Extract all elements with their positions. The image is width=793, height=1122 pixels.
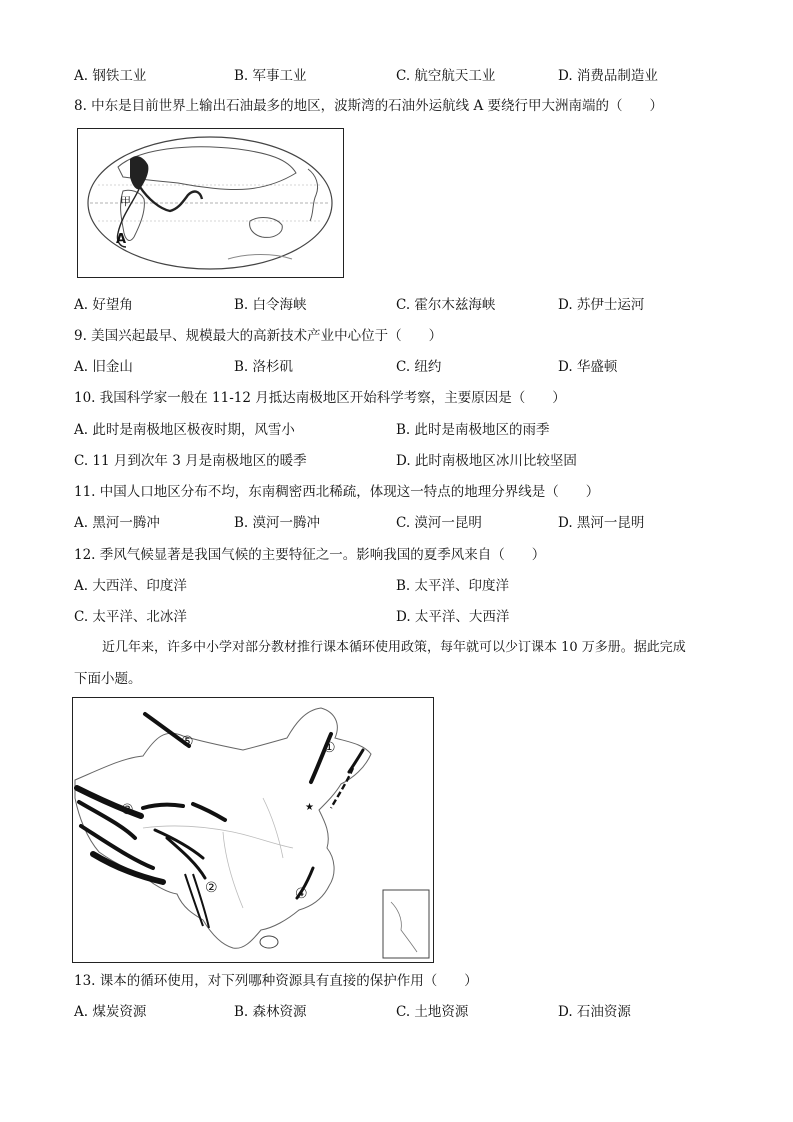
china-map bbox=[72, 697, 434, 963]
q13-option-c: C. 土地资源 bbox=[396, 1004, 469, 1020]
q8-option-b: B. 白令海峡 bbox=[234, 297, 307, 313]
q13-stem: 13. 课本的循环使用，对下列哪种资源具有直接的保护作用（ ） bbox=[74, 973, 478, 989]
q12-option-a: A. 大西洋、印度洋 bbox=[74, 578, 187, 594]
label-5: ⑤ bbox=[181, 734, 194, 750]
q8-option-a: A. 好望角 bbox=[74, 297, 133, 313]
label-2: ② bbox=[205, 880, 218, 896]
q13-option-b: B. 森林资源 bbox=[234, 1004, 307, 1020]
q9-option-c: C. 纽约 bbox=[396, 359, 442, 375]
q9-stem: 9. 美国兴起最早、规模最大的高新技术产业中心位于（ ） bbox=[74, 328, 443, 344]
q12-option-c: C. 太平洋、北冰洋 bbox=[74, 609, 187, 625]
q8-option-c: C. 霍尔木兹海峡 bbox=[396, 297, 496, 313]
passage-line-2: 下面小题。 bbox=[74, 671, 142, 687]
label-3: ③ bbox=[121, 802, 134, 818]
jia-label: 甲 bbox=[120, 195, 131, 208]
q8-stem: 8. 中东是目前世界上输出石油最多的地区，波斯湾的石油外运航线 A 要绕行甲大洲南端的（ ） bbox=[74, 98, 664, 114]
passage-line-1: 近几年来，许多中小学对部分教材推行课本循环使用政策，每年就可以少订课本 10 万多册。据此完成 bbox=[102, 640, 686, 655]
q10-option-d: D. 此时南极地区冰川比较坚固 bbox=[396, 453, 577, 469]
q7-option-b: B. 军事工业 bbox=[234, 68, 307, 84]
q9-option-b: B. 洛杉矶 bbox=[234, 359, 294, 375]
q10-option-c: C. 11 月到次年 3 月是南极地区的暖季 bbox=[74, 453, 307, 469]
world-map-graphic bbox=[78, 129, 343, 277]
q10-stem: 10. 我国科学家一般在 11-12 月抵达南极地区开始科学考察，主要原因是（ ） bbox=[74, 390, 566, 406]
q9-option-a: A. 旧金山 bbox=[74, 359, 133, 375]
q13-option-a: A. 煤炭资源 bbox=[74, 1004, 147, 1020]
china-map-graphic bbox=[73, 698, 433, 962]
q12-stem: 12. 季风气候显著是我国气候的主要特征之一。影响我国的夏季风来自（ ） bbox=[74, 547, 546, 563]
q11-option-b: B. 漠河一腾冲 bbox=[234, 515, 321, 531]
world-route-map bbox=[77, 128, 344, 278]
q13-option-d: D. 石油资源 bbox=[558, 1004, 631, 1020]
q10-option-b: B. 此时是南极地区的雨季 bbox=[396, 422, 550, 438]
q8-option-d: D. 苏伊士运河 bbox=[558, 297, 645, 313]
q9-option-d: D. 华盛顿 bbox=[558, 359, 618, 375]
q12-option-d: D. 太平洋、大西洋 bbox=[396, 609, 510, 625]
route-a-label: A bbox=[116, 232, 127, 247]
q11-option-d: D. 黑河一昆明 bbox=[558, 515, 645, 531]
q7-option-c: C. 航空航天工业 bbox=[396, 68, 496, 84]
q11-option-c: C. 漠河一昆明 bbox=[396, 515, 482, 531]
label-4: ④ bbox=[295, 886, 308, 902]
q12-option-b: B. 太平洋、印度洋 bbox=[396, 578, 510, 594]
q11-stem: 11. 中国人口地区分布不均，东南稠密西北稀疏，体现这一特点的地理分界线是（ ） bbox=[74, 484, 600, 500]
q7-option-a: A. 钢铁工业 bbox=[74, 68, 147, 84]
q11-option-a: A. 黑河一腾冲 bbox=[74, 515, 160, 531]
q10-option-a: A. 此时是南极地区极夜时期，风雪小 bbox=[74, 422, 295, 438]
capital-star: ★ bbox=[305, 802, 314, 813]
q7-option-d: D. 消费品制造业 bbox=[558, 68, 658, 84]
label-1: ① bbox=[323, 740, 336, 756]
